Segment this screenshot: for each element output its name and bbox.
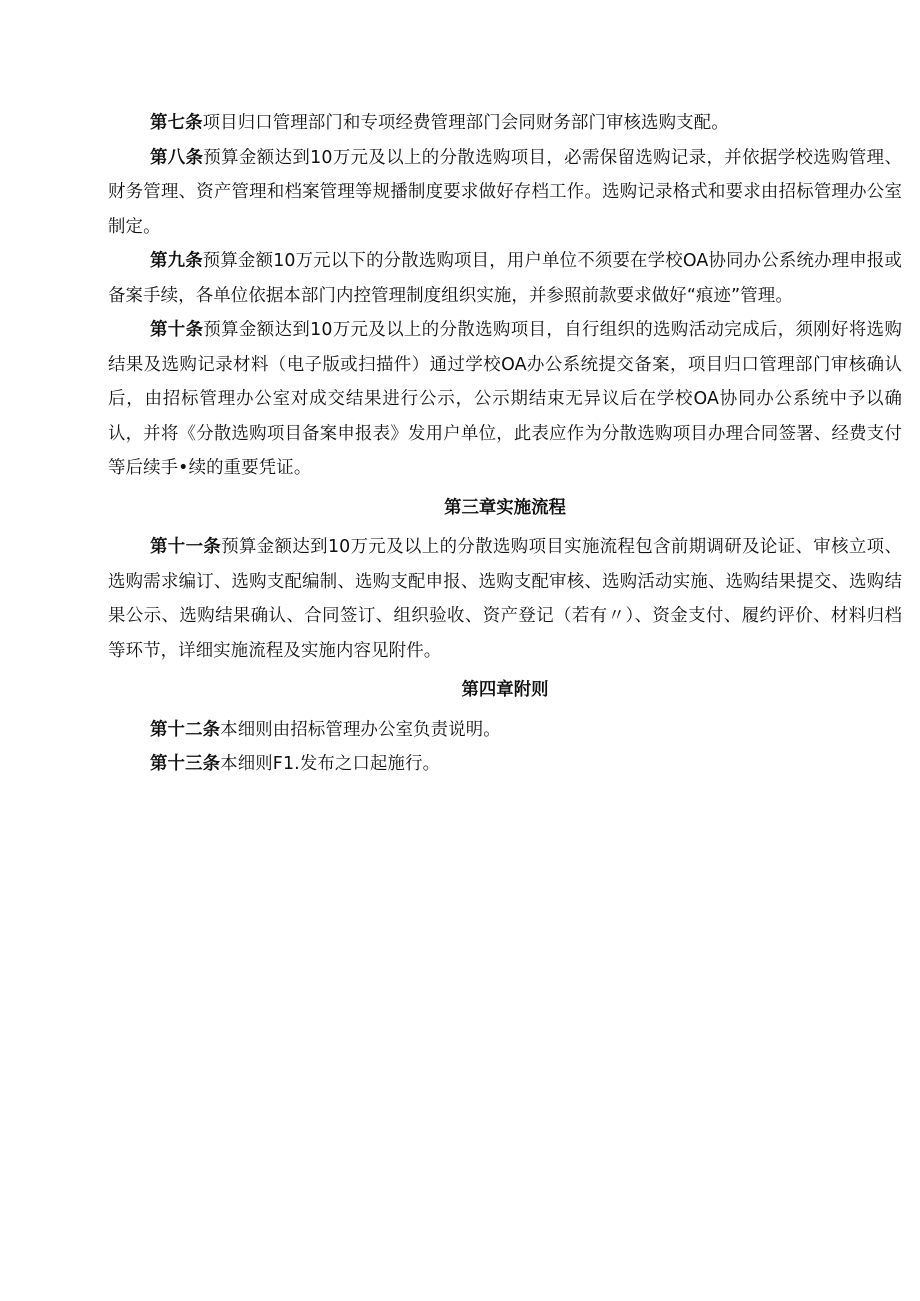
article-label: 第十一条	[150, 537, 222, 557]
article-12	[108, 713, 902, 748]
article-text: 预算金额10万元以下的分散选购项目，用户单位不须要在学校OA协同办公系统办理申报或备案手续，各单位依据本部门内控管理制度组织实施，并参照前款要求做好“痕迹”管理。	[108, 251, 902, 306]
article-label: 第十条	[150, 320, 204, 340]
article-label: 第七条	[150, 113, 203, 133]
article-label: 第八条	[150, 147, 204, 168]
article-text: 预算金额达到10万元及以上的分散选购项目，自行组织的选购活动完成后，须刚好将选购结果及选购记录材料（电子版或扫描件）通过学校OA办公系统提交备案，项目归口管理部门审核确认后，由招标管理办公室对成交结果进行公示，公示期结束无异议后在学校OA协同办公系统中予以确认，并将《分散选购项目备案申报表》发用户单位，此表应作为分散选购项目办理合同签署、经费支付等后续手•续的重要凭证。	[108, 320, 902, 478]
article-9	[108, 244, 902, 313]
document-body	[108, 106, 902, 782]
article-text: 预算金额达到10万元及以上的分散选购项目，必需保留选购记录，并依据学校选购管理、财务管理、资产管理和档案管理等规播制度要求做好存档工作。选购记录格式和要求由招标管理办公室制定。	[108, 147, 902, 237]
chapter-4-heading: 第四章附则	[461, 680, 549, 700]
article-label: 第九条	[150, 251, 203, 271]
article-label: 第十二条	[150, 719, 221, 740]
article-label: 第十三条	[150, 754, 221, 774]
article-text: 本细则由招标管理办公室负责说明。	[220, 719, 501, 740]
article-13	[108, 747, 902, 782]
chapter-3-heading: 第三章实施流程	[444, 497, 566, 518]
article-11	[108, 530, 902, 668]
article-10	[108, 313, 902, 486]
article-text: 预算金额达到10万元及以上的分散选购项目实施流程包含前期调研及论证、审核立项、选购需求编订、选购支配编制、选购支配申报、选购支配审核、选购活动实施、选购结果提交、选购结果公示、选购结果确认、合同签订、组织验收、资产登记（若有〃）、资金支付、履约评价、材料归档等环节，详细实施流程及实施内容见附件。	[108, 537, 903, 661]
article-text: 本细则F1.发布之口起施行。	[220, 754, 441, 774]
article-7	[108, 106, 902, 141]
article-8	[108, 141, 902, 245]
article-text: 项目归口管理部门和专项经费管理部门会同财务部门审核选购支配。	[202, 113, 729, 133]
